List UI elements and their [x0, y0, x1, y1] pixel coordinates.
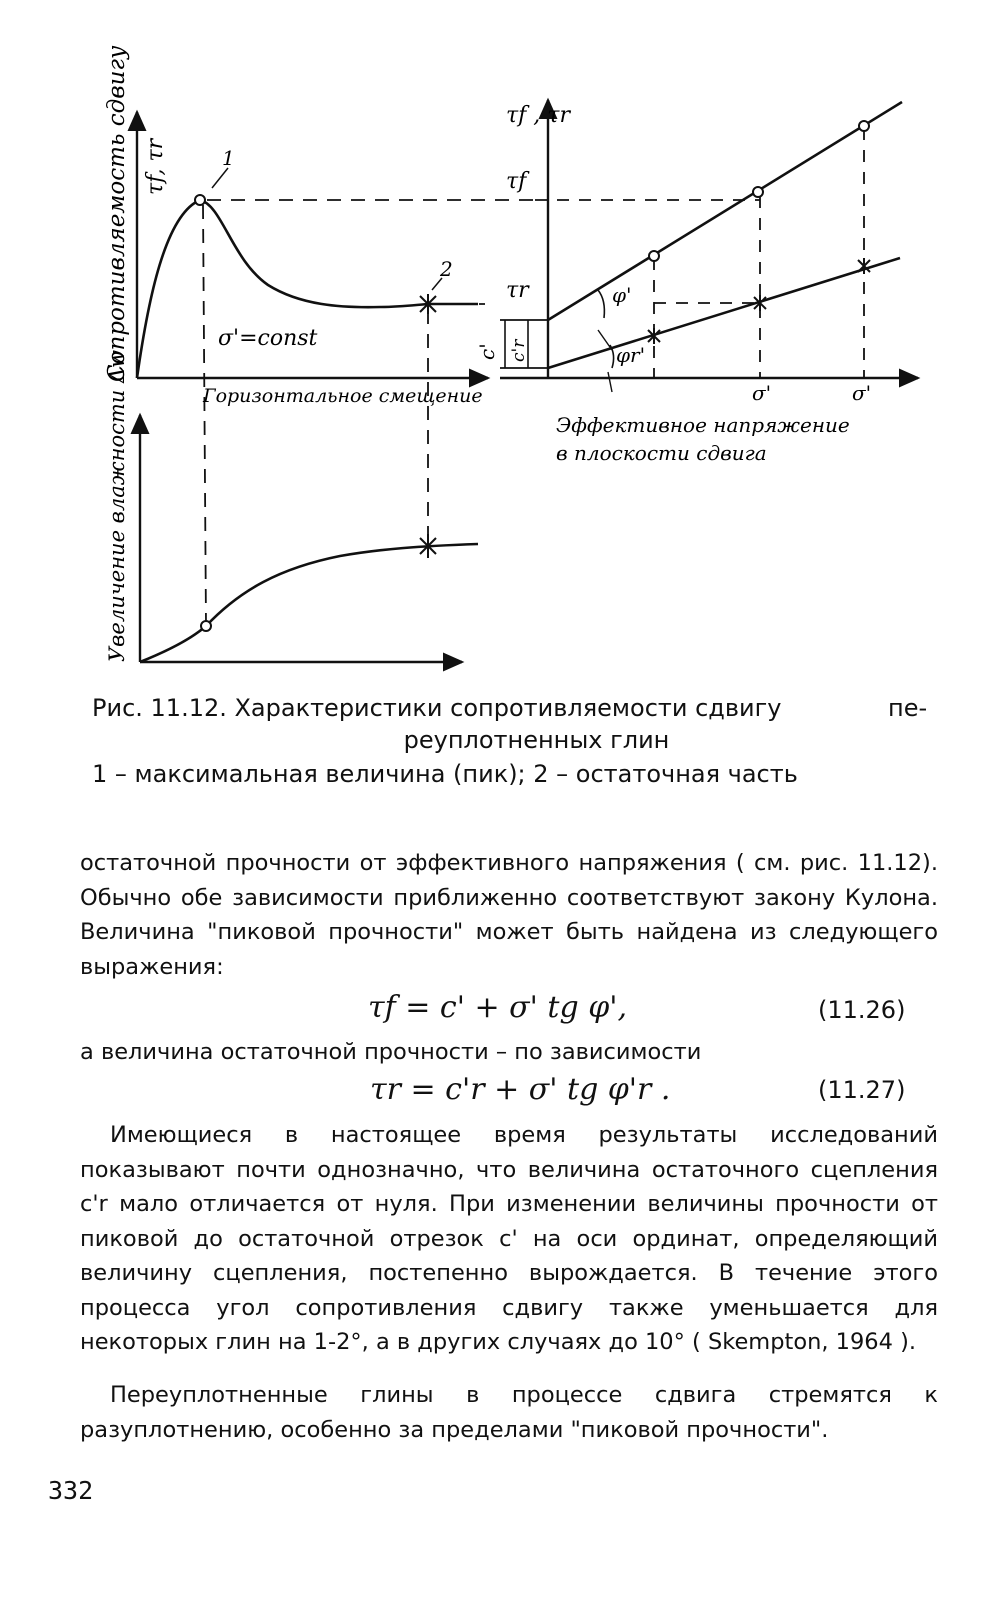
right-chart [500, 100, 918, 392]
residual-points [648, 258, 870, 344]
y-axis-title-moisture: Увеличение влажности Δw [105, 349, 129, 662]
moisture-curve [140, 544, 478, 662]
equation-number-11-27: (11.27) [818, 1076, 906, 1104]
sigma-label-1: σ' [752, 381, 772, 405]
x-axis-label-right-2: в плоскости сдвига [556, 441, 767, 465]
tau-f-label: τf [506, 169, 527, 194]
x-axis-label-left: Горизонтальное смещение [203, 385, 483, 407]
paragraph-2: а величина остаточной прочности – по зависимости [80, 1039, 702, 1065]
peak-strength-line [548, 102, 902, 320]
sigma-label-2: σ' [852, 381, 872, 405]
left-chart [137, 112, 535, 625]
phi-r-label: φr' [616, 343, 646, 367]
page-number: 332 [48, 1476, 94, 1505]
caption-hyphen: пе- [888, 694, 928, 722]
condition-label: σ'=const [218, 326, 318, 351]
y-axis-title-left: Сопротивляемость сдвигу [104, 45, 130, 382]
phi-label: φ' [612, 283, 632, 307]
y-axis-symbol-right: τf , τr [506, 103, 570, 128]
equation-11-27: τr = c'r + σ' tg φ'r . [370, 1072, 671, 1107]
c-r-label: c'r [509, 339, 529, 362]
peak-label: 1 [222, 146, 235, 170]
tau-r-label: τr [506, 278, 529, 303]
peak-point-1 [649, 251, 659, 261]
peak-point-2 [753, 187, 763, 197]
stress-displacement-curve [137, 200, 478, 378]
equation-number-11-26: (11.26) [818, 996, 906, 1024]
peak-point-3 [859, 121, 869, 131]
residual-strength-line [548, 258, 900, 368]
paragraph-4: Переуплотненные глины в процессе сдвига стремятся к разуплотнению, особенно за пределами "пиковой прочности". [80, 1382, 938, 1443]
equation-11-26: τf = c' + σ' tg φ', [368, 990, 628, 1025]
c-label: c' [475, 343, 499, 360]
paragraph-3: Имеющиеся в настоящее время результаты исследований показывают почти однозначно, что величина остаточного сцепления c'r мало отличается от нуля. При изменении величины прочности от пиковой до остаточной отрезок c' на оси ординат, определяющий величину сцепления, постепенно вырождается. В течение этого процесса угол сопротивления сдвигу также уменьшается для некоторых глин на 1-2°, а в других случаях до 10° ( Skempton, 1964 ). [80, 1122, 938, 1355]
paragraph-1: остаточной прочности от эффективного напряжения ( см. рис. 11.12). Обычно обе зависимости приближенно соответствуют закону Кулона. Величина "пиковой прочности" может быть найдена из следующего выражения: [80, 850, 938, 980]
caption-text: Рис. 11.12. Характеристики сопротивляемости сдвигу [92, 694, 782, 722]
peak-point-marker [195, 195, 205, 205]
x-axis-label-right-1: Эффективное напряжение [556, 413, 850, 437]
figure-legend: 1 – максимальная величина (пик); 2 – остаточная часть [92, 760, 798, 788]
figure-shear-strength [0, 0, 993, 700]
y-axis-symbol-left: τf, τr [143, 138, 168, 195]
moisture-peak-marker [201, 621, 211, 631]
residual-label: 2 [440, 257, 453, 281]
figure-caption-line2: реуплотненных глин [403, 726, 670, 754]
